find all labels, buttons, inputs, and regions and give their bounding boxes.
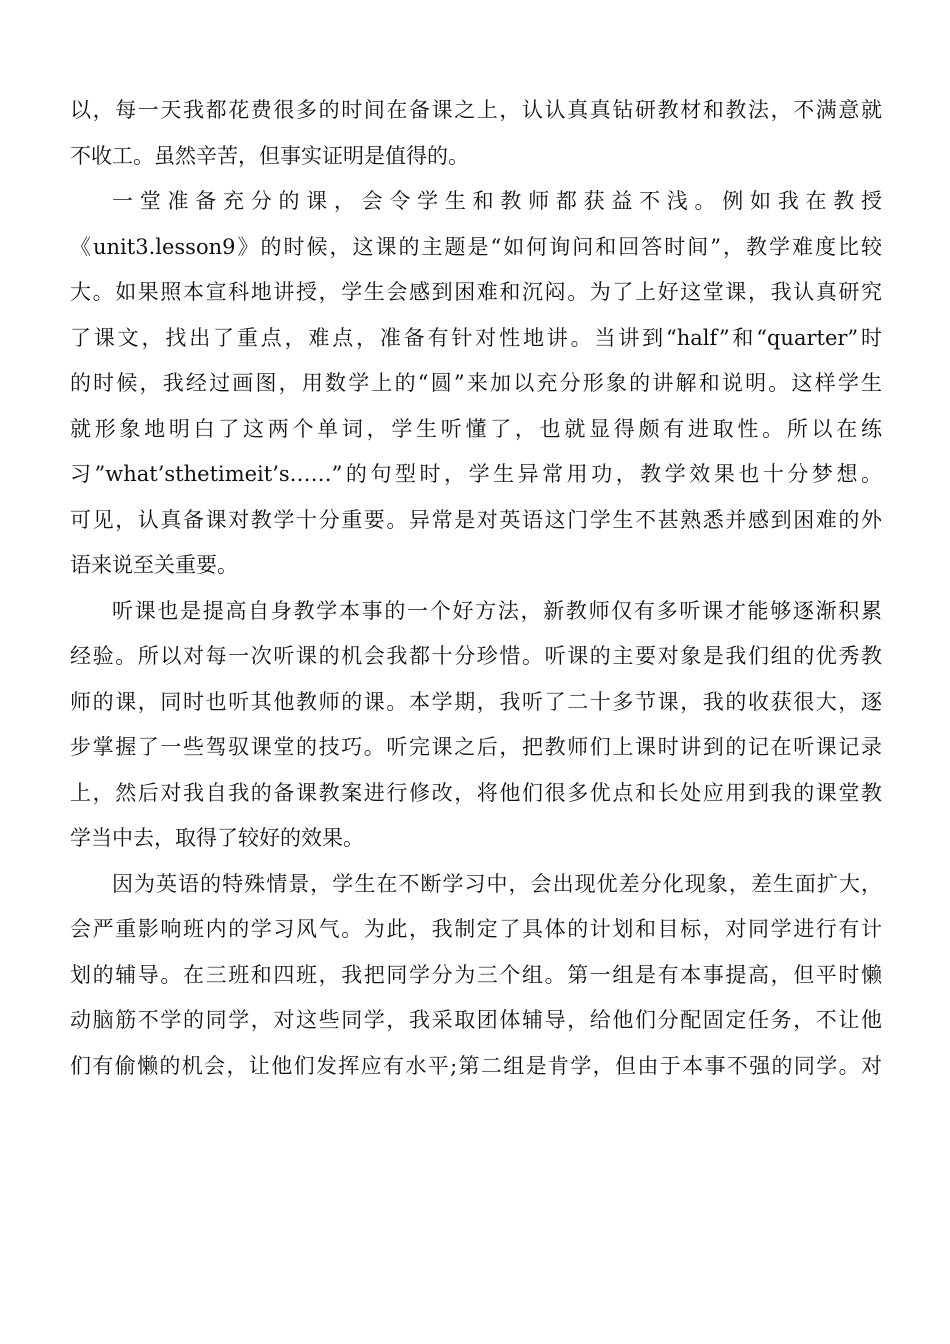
text-line: 一堂准备充分的课，会令学生和教师都获益不浅。例如我在教授: [112, 189, 882, 213]
text-line: 习”what’sthetimeit’s……”的句型时，学生异常用功，教学效果也十分梦想。: [70, 462, 882, 486]
paragraph-2: [70, 179, 882, 589]
text-line: 大。如果照本宣科地讲授，学生会感到困难和沉闷。为了上好这堂课，我认真研究: [70, 280, 882, 304]
text-line: 就形象地明白了这两个单词，学生听懂了，也就显得颇有进取性。所以在练: [70, 416, 882, 441]
text-line: 步掌握了一些驾驭课堂的技巧。听完课之后，把教师们上课时讲到的记在听课记录: [70, 735, 882, 759]
text-line: 上，然后对我自我的备课教案进行修改，将他们很多优点和长处应用到我的课堂教: [70, 780, 882, 805]
text-line: 师的课，同时也听其他教师的课。本学期，我听了二十多节课，我的收获很大，逐: [70, 689, 882, 714]
document-body: [70, 88, 882, 1089]
paragraph-4: [70, 862, 882, 1090]
text-line: 的时候，我经过画图，用数学上的“圆”来加以充分形象的讲解和说明。这样学生: [70, 371, 882, 395]
text-line: 学当中去，取得了较好的效果。: [70, 826, 364, 850]
text-line: 可见，认真备课对教学十分重要。异常是对英语这门学生不甚熟悉并感到困难的外: [70, 507, 882, 532]
text-line: 听课也是提高自身教学本事的一个好方法，新教师仅有多听课才能够逐渐积累: [112, 598, 882, 623]
text-line: 动脑筋不学的同学，对这些同学，我采取团体辅导，给他们分配固定任务，不让他: [70, 1008, 882, 1032]
text-line: 不收工。虽然辛苦，但事实证明是值得的。: [70, 143, 469, 168]
paragraph-3: [70, 589, 882, 862]
text-line: 划的辅导。在三班和四班，我把同学分为三个组。第一组是有本事提高，但平时懒: [70, 962, 882, 987]
text-line: 以，每一天我都花费很多的时间在备课之上，认认真真钻研教材和教法，不满意就: [70, 98, 882, 122]
text-line: 会严重影响班内的学习风气。为此，我制定了具体的计划和目标，对同学进行有计: [70, 917, 882, 941]
text-line: 了课文，找出了重点，难点，准备有针对性地讲。当讲到“half”和“quarter”时: [70, 325, 882, 350]
text-line: 们有偷懒的机会，让他们发挥应有水平;第二组是肯学，但由于本事不强的同学。对: [70, 1053, 882, 1078]
paragraph-1: [70, 88, 882, 179]
text-line: 因为英语的特殊情景，学生在不断学习中，会出现优差分化现象，差生面扩大，: [112, 871, 882, 896]
text-line: 语来说至关重要。: [70, 553, 238, 577]
text-line: 《unit3.lesson9》的时候，这课的主题是“如何询问和回答时间”，教学难度比较: [70, 234, 882, 259]
text-line: 经验。所以对每一次听课的机会我都十分珍惜。听课的主要对象是我们组的优秀教: [70, 644, 882, 668]
